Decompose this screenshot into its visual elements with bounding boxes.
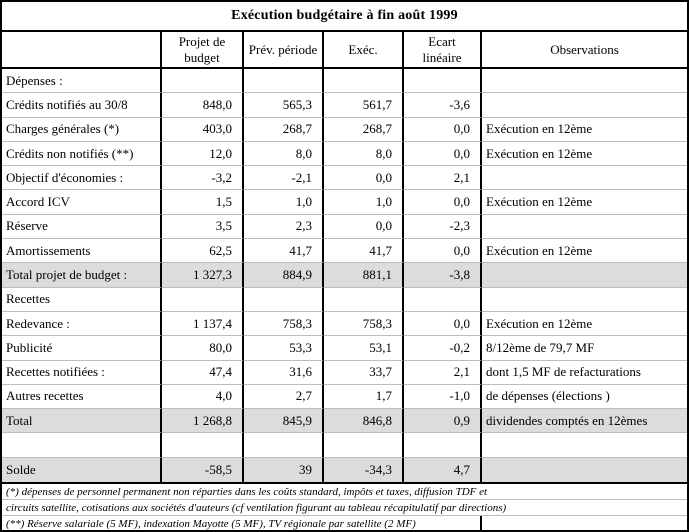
- cell-budget: 403,0: [162, 118, 244, 142]
- table-row-recettes-notifiees: [2, 361, 687, 385]
- header-label: [2, 32, 162, 67]
- table-row-depenses: [2, 69, 687, 93]
- table-row-redevance: [2, 312, 687, 336]
- cell-budget: 3,5: [162, 215, 244, 239]
- row-label: Dépenses :: [2, 69, 162, 93]
- row-label: Solde: [2, 458, 162, 482]
- cell-ecart: -3,8: [404, 263, 482, 287]
- cell-observations: de dépenses (élections ): [482, 385, 687, 409]
- footnote-line-3-cell: [2, 516, 482, 532]
- row-label: Crédits non notifiés (**): [2, 142, 162, 166]
- table-row-solde: [2, 458, 687, 482]
- cell-ecart: 4,7: [404, 458, 482, 482]
- cell-ecart: 0,0: [404, 118, 482, 142]
- footnotes-section: [2, 482, 687, 530]
- cell-observations: Exécution en 12ème: [482, 239, 687, 263]
- cell-ecart: -1,0: [404, 385, 482, 409]
- cell-ecart: 0,0: [404, 190, 482, 214]
- row-label: Recettes: [2, 288, 162, 312]
- cell-prev: 845,9: [244, 409, 324, 433]
- table-row-accord-icv: [2, 190, 687, 214]
- cell-ecart: [404, 288, 482, 312]
- cell-budget: 848,0: [162, 93, 244, 117]
- cell-prev: 884,9: [244, 263, 324, 287]
- cell-prev: 41,7: [244, 239, 324, 263]
- cell-prev: [244, 288, 324, 312]
- cell-budget: 1 137,4: [162, 312, 244, 336]
- footnote-line-1: (*) dépenses de personnel permanent non réparties dans les coûts standard, impôts et taxes, diffusion TDF et: [6, 485, 488, 498]
- cell-budget: 1,5: [162, 190, 244, 214]
- cell-prev: 758,3: [244, 312, 324, 336]
- cell-budget: 80,0: [162, 336, 244, 360]
- cell-exec: [324, 69, 404, 93]
- cell-exec: 881,1: [324, 263, 404, 287]
- cell-ecart: [404, 433, 482, 457]
- cell-prev: 268,7: [244, 118, 324, 142]
- row-label: Total: [2, 409, 162, 433]
- cell-exec: 53,1: [324, 336, 404, 360]
- cell-exec: 0,0: [324, 215, 404, 239]
- row-label: [2, 433, 162, 457]
- cell-observations: 8/12ème de 79,7 MF: [482, 336, 687, 360]
- cell-exec: 8,0: [324, 142, 404, 166]
- row-label: Charges générales (*): [2, 118, 162, 142]
- table-row-charges-generales: [2, 118, 687, 142]
- cell-ecart: 0,0: [404, 239, 482, 263]
- cell-exec: 33,7: [324, 361, 404, 385]
- cell-exec: 1,0: [324, 190, 404, 214]
- row-label: Réserve: [2, 215, 162, 239]
- table-row-reserve: [2, 215, 687, 239]
- row-label: Total projet de budget :: [2, 263, 162, 287]
- row-label: Redevance :: [2, 312, 162, 336]
- cell-exec: 561,7: [324, 93, 404, 117]
- table-title: Exécution budgétaire à fin août 1999: [2, 2, 687, 32]
- cell-observations: dividendes comptés en 12èmes: [482, 409, 687, 433]
- cell-prev: 565,3: [244, 93, 324, 117]
- cell-budget: -58,5: [162, 458, 244, 482]
- cell-observations: dont 1,5 MF de refacturations: [482, 361, 687, 385]
- cell-ecart: 2,1: [404, 166, 482, 190]
- cell-ecart: -0,2: [404, 336, 482, 360]
- cell-exec: 41,7: [324, 239, 404, 263]
- header-projet-de-budget: Projet de budget: [162, 32, 244, 67]
- cell-budget: [162, 69, 244, 93]
- row-label: Amortissements: [2, 239, 162, 263]
- cell-prev: 39: [244, 458, 324, 482]
- cell-budget: 62,5: [162, 239, 244, 263]
- footnote-line-2: circuits satellite, cotisations aux sociétés d'auteurs (cf ventilation figurant au tableau récapitulatif par directions): [6, 501, 507, 514]
- cell-observations: Exécution en 12ème: [482, 142, 687, 166]
- cell-budget: 4,0: [162, 385, 244, 409]
- cell-prev: 1,0: [244, 190, 324, 214]
- cell-budget: 47,4: [162, 361, 244, 385]
- cell-ecart: -3,6: [404, 93, 482, 117]
- cell-observations: Exécution en 12ème: [482, 312, 687, 336]
- cell-budget: [162, 433, 244, 457]
- row-label: Accord ICV: [2, 190, 162, 214]
- table-row-blank: [2, 433, 687, 457]
- cell-observations: [482, 288, 687, 312]
- cell-observations: [482, 166, 687, 190]
- cell-prev: 2,7: [244, 385, 324, 409]
- cell-ecart: 0,0: [404, 142, 482, 166]
- cell-observations: [482, 433, 687, 457]
- cell-ecart: -2,3: [404, 215, 482, 239]
- table-row-amortissements: [2, 239, 687, 263]
- cell-ecart: 0,9: [404, 409, 482, 433]
- cell-budget: 12,0: [162, 142, 244, 166]
- header-prev-periode: Prév. période: [244, 32, 324, 67]
- cell-exec: 1,7: [324, 385, 404, 409]
- header-ecart-lineaire: Ecart linéaire: [404, 32, 482, 67]
- cell-prev: 2,3: [244, 215, 324, 239]
- cell-observations: Exécution en 12ème: [482, 118, 687, 142]
- cell-exec: [324, 288, 404, 312]
- table-row-credits-non-notifies: [2, 142, 687, 166]
- table-row-credits-notifies: [2, 93, 687, 117]
- cell-observations: [482, 215, 687, 239]
- footnote-line-3: (**) Réserve salariale (5 MF), indexation Mayotte (5 MF), TV régionale par satellite (2 MF): [6, 518, 416, 530]
- table-row-recettes: [2, 288, 687, 312]
- cell-observations: [482, 93, 687, 117]
- cell-observations: [482, 458, 687, 482]
- cell-exec: 846,8: [324, 409, 404, 433]
- footnote-row: [2, 484, 687, 500]
- table-row-autres-recettes: [2, 385, 687, 409]
- table-body: [2, 69, 687, 482]
- cell-prev: 53,3: [244, 336, 324, 360]
- row-label: Recettes notifiées :: [2, 361, 162, 385]
- cell-exec: 758,3: [324, 312, 404, 336]
- cell-budget: [162, 288, 244, 312]
- cell-exec: 0,0: [324, 166, 404, 190]
- cell-exec: -34,3: [324, 458, 404, 482]
- cell-budget: 1 268,8: [162, 409, 244, 433]
- cell-prev: 8,0: [244, 142, 324, 166]
- cell-prev: [244, 433, 324, 457]
- header-exec: Exéc.: [324, 32, 404, 67]
- header-observations: Observations: [550, 41, 619, 57]
- table-row-total: [2, 409, 687, 433]
- table-row-objectif-economies: [2, 166, 687, 190]
- cell-budget: 1 327,3: [162, 263, 244, 287]
- table-row-publicite: [2, 336, 687, 360]
- row-label: Crédits notifiés au 30/8: [2, 93, 162, 117]
- cell-exec: 268,7: [324, 118, 404, 142]
- cell-observations: Exécution en 12ème: [482, 190, 687, 214]
- footnote-row: [2, 500, 687, 516]
- cell-ecart: 0,0: [404, 312, 482, 336]
- table-row-total-projet-budget: [2, 263, 687, 287]
- footnote-row: [2, 516, 687, 532]
- cell-exec: [324, 433, 404, 457]
- cell-observations: [482, 69, 687, 93]
- cell-prev: 31,6: [244, 361, 324, 385]
- row-label: Autres recettes: [2, 385, 162, 409]
- cell-observations: [482, 263, 687, 287]
- row-label: Objectif d'économies :: [2, 166, 162, 190]
- cell-prev: [244, 69, 324, 93]
- table-header-row: [2, 32, 687, 69]
- cell-budget: -3,2: [162, 166, 244, 190]
- row-label: Publicité: [2, 336, 162, 360]
- cell-ecart: [404, 69, 482, 93]
- cell-prev: -2,1: [244, 166, 324, 190]
- cell-ecart: 2,1: [404, 361, 482, 385]
